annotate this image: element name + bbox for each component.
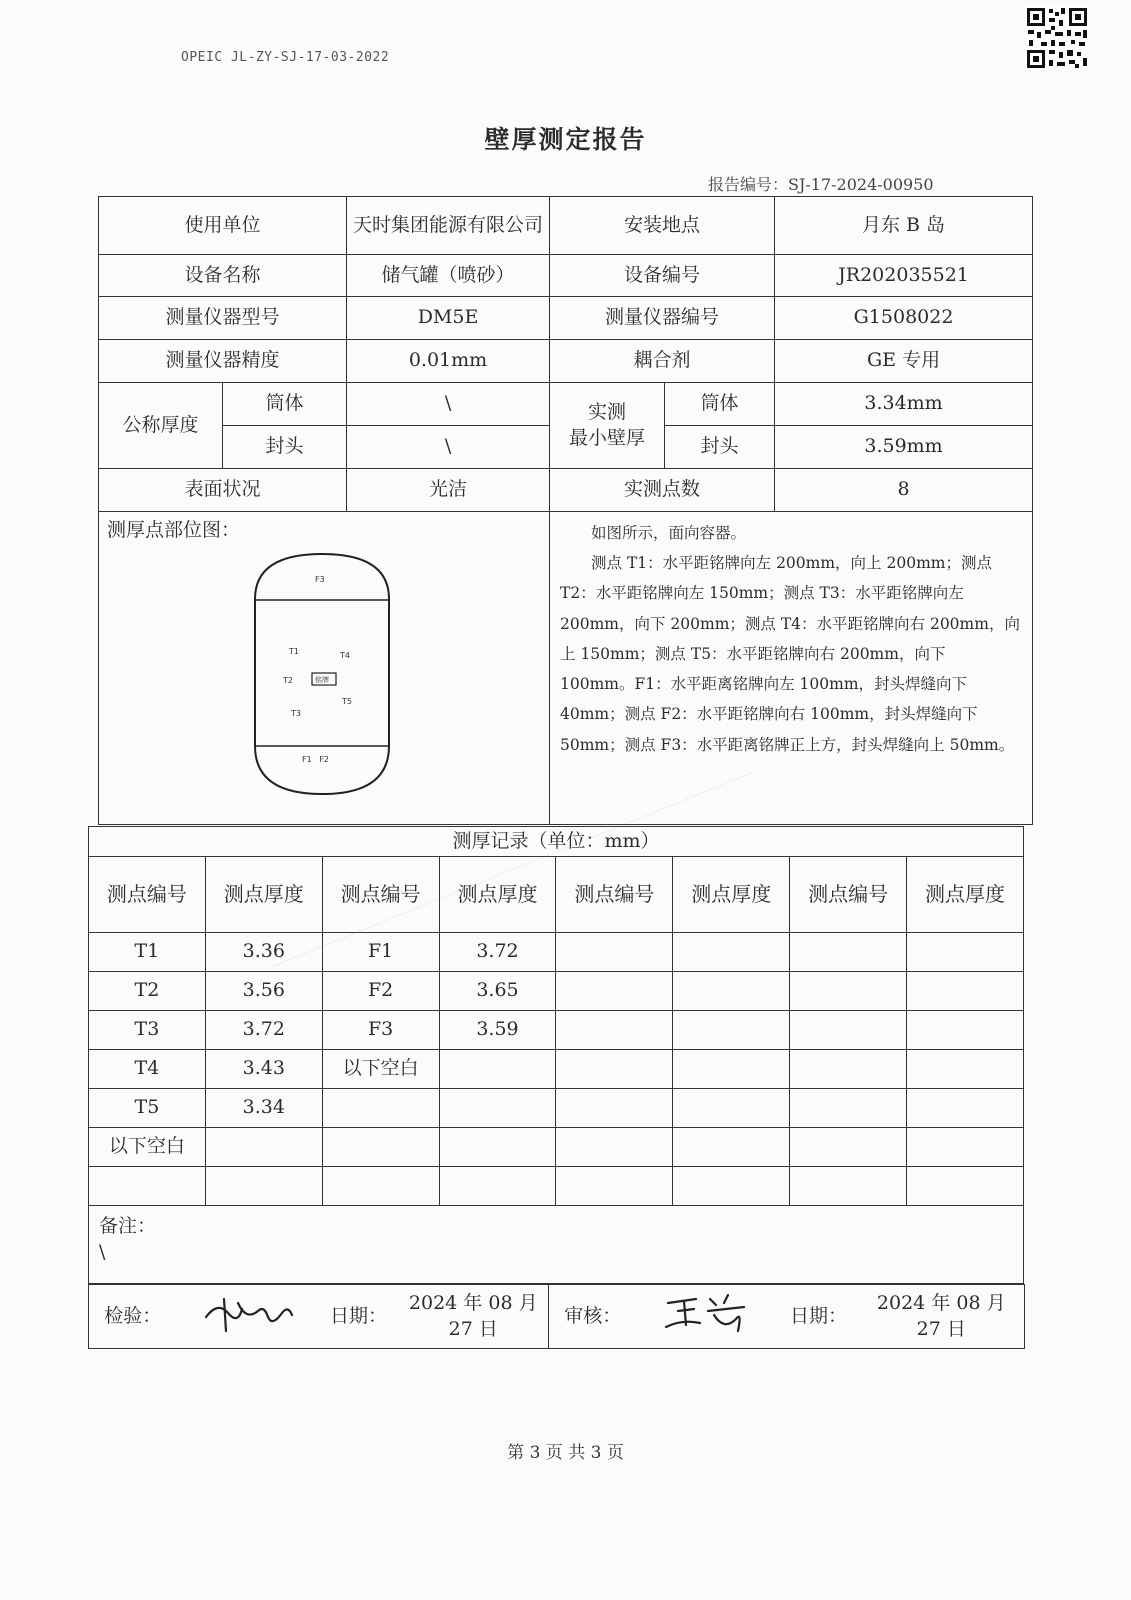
record-point-no: 以下空白 [89,1128,206,1167]
instrument-model-label: 测量仪器型号 [99,297,347,340]
page-title: 壁厚测定报告 [484,125,647,154]
record-title: 测厚记录（单位：mm） [89,827,1024,857]
min-head-value: 3.59mm [775,426,1033,469]
point-t4-label: T4 [340,650,350,660]
record-thickness [907,1128,1024,1167]
equipment-no-label: 设备编号 [550,255,775,297]
record-point-no: F3 [322,1011,439,1050]
record-point-no [556,1128,673,1167]
install-location-label: 安装地点 [550,197,775,255]
record-thickness: 3.72 [205,1011,322,1050]
record-thickness: 3.34 [205,1089,322,1128]
record-point-no [556,1167,673,1206]
col-header-point-no: 测点编号 [89,857,206,933]
notes-label: 备注： [99,1215,157,1237]
user-unit-value: 天时集团能源有限公司 [347,197,550,255]
nominal-shell-value: \ [347,383,550,426]
document-code: OPEIC JL-ZY-SJ-17-03-2022 [181,50,390,65]
measured-min-label-line2: 最小壁厚 [569,426,646,449]
reviewer-label: 审核： [549,1285,637,1349]
record-thickness [205,1167,322,1206]
nominal-head-label: 封头 [223,426,347,469]
record-point-no: T1 [89,933,206,972]
record-point-no [89,1167,206,1206]
col-header-point-no: 测点编号 [322,857,439,933]
measured-points-value: 8 [775,469,1033,512]
record-point-no [790,1089,907,1128]
couplant-label: 耦合剂 [550,340,775,383]
description-intro: 如图所示，面向容器。 [591,524,747,542]
notes-cell [89,1206,1024,1284]
record-thickness: 3.36 [205,933,322,972]
inspector-signature [177,1285,319,1349]
record-thickness [907,1089,1024,1128]
record-point-no: T2 [89,972,206,1011]
point-t2-label: T2 [283,675,293,685]
record-thickness [673,1128,790,1167]
info-table [98,196,1033,825]
record-point-no: F2 [322,972,439,1011]
record-thickness: 3.56 [205,972,322,1011]
min-shell-label: 筒体 [665,383,775,426]
point-f3-label: F3 [315,574,325,584]
col-header-thickness: 测点厚度 [205,857,322,933]
inspector-signature-image [198,1291,298,1335]
measured-min-thickness-label [550,383,665,469]
record-thickness [907,933,1024,972]
notes-value: \ [99,1240,106,1263]
record-point-no [790,1128,907,1167]
description-body: 测点 T1：水平距铭牌向左 200mm，向上 200mm；测点 T2：水平距铭牌向左 150mm；测点 T3：水平距铭牌向左 200mm，向下 200mm；测点 T4：水平距铭牌向右 200mm，向上 150mm；测点 T5：水平距铭牌向右 200mm，向下 100mm。F1：水平距离铭牌向左 100mm，封头焊缝向下 40mm；测点 F2：水平距铭牌向右 100mm，封头焊缝向下 50mm；测点 F3：水平距离铭牌正上方，封头焊缝向上 50mm。 [560,554,1020,754]
record-thickness: 3.59 [439,1011,556,1050]
vessel-diagram [107,544,527,806]
report-number: 报告编号：SJ-17-2024-00950 [708,175,934,194]
inspector-label: 检验： [89,1285,177,1349]
couplant-value: GE 专用 [775,340,1033,383]
record-point-no: T5 [89,1089,206,1128]
reviewer-signature-image [658,1289,758,1337]
page-number: 第 3 页 共 3 页 [507,1443,624,1463]
diagram-cell [99,512,550,825]
min-shell-value: 3.34mm [775,383,1033,426]
signoff-table [88,1284,1025,1349]
measured-min-label-line1: 实测 [588,400,627,423]
surface-condition-label: 表面状况 [99,469,347,512]
review-date-value: 2024 年 08 月 27 日 [859,1285,1025,1349]
instrument-model-value: DM5E [347,297,550,340]
install-location-value: 月东 B 岛 [775,197,1033,255]
point-f1-f2-label: F1 F2 [302,754,330,764]
diagram-label: 测厚点部位图： [107,519,241,541]
table-row [89,1128,1024,1167]
record-thickness: 3.43 [205,1050,322,1089]
nominal-head-value: \ [347,426,550,469]
col-header-point-no: 测点编号 [556,857,673,933]
record-thickness: 3.65 [439,972,556,1011]
col-header-thickness: 测点厚度 [673,857,790,933]
equipment-name-label: 设备名称 [99,255,347,297]
record-thickness [673,1089,790,1128]
nominal-thickness-label: 公称厚度 [99,383,223,469]
record-thickness [907,1011,1024,1050]
record-point-no: F1 [322,933,439,972]
point-t5-label: T5 [342,696,352,706]
instrument-no-value: G1508022 [775,297,1033,340]
record-thickness [205,1128,322,1167]
record-point-no: T3 [89,1011,206,1050]
nameplate-label: 铭牌 [315,675,329,684]
review-date-label: 日期： [779,1285,859,1349]
record-thickness [907,972,1024,1011]
col-header-thickness: 测点厚度 [439,857,556,933]
record-thickness [907,1167,1024,1206]
instrument-precision-label: 测量仪器精度 [99,340,347,383]
record-point-no: T4 [89,1050,206,1089]
record-point-no [790,1050,907,1089]
record-thickness [907,1050,1024,1089]
instrument-no-label: 测量仪器编号 [550,297,775,340]
inspect-date-label: 日期： [319,1285,399,1349]
qr-code-icon [1025,6,1089,70]
record-thickness: 3.72 [439,933,556,972]
user-unit-label: 使用单位 [99,197,347,255]
point-t1-label: T1 [289,646,299,656]
record-thickness [673,1167,790,1206]
record-point-no [790,1167,907,1206]
nominal-shell-label: 筒体 [223,383,347,426]
inspect-date-value: 2024 年 08 月 27 日 [399,1285,549,1349]
surface-condition-value: 光洁 [347,469,550,512]
equipment-name-value: 储气罐（喷砂） [347,255,550,297]
col-header-point-no: 测点编号 [790,857,907,933]
col-header-thickness: 测点厚度 [907,857,1024,933]
description-cell [550,512,1033,825]
table-row [89,1167,1024,1206]
point-t3-label: T3 [291,708,301,718]
measured-points-label: 实测点数 [550,469,775,512]
record-point-no: 以下空白 [322,1050,439,1089]
reviewer-signature [637,1285,779,1349]
min-head-label: 封头 [665,426,775,469]
instrument-precision-value: 0.01mm [347,340,550,383]
equipment-no-value: JR202035521 [775,255,1033,297]
